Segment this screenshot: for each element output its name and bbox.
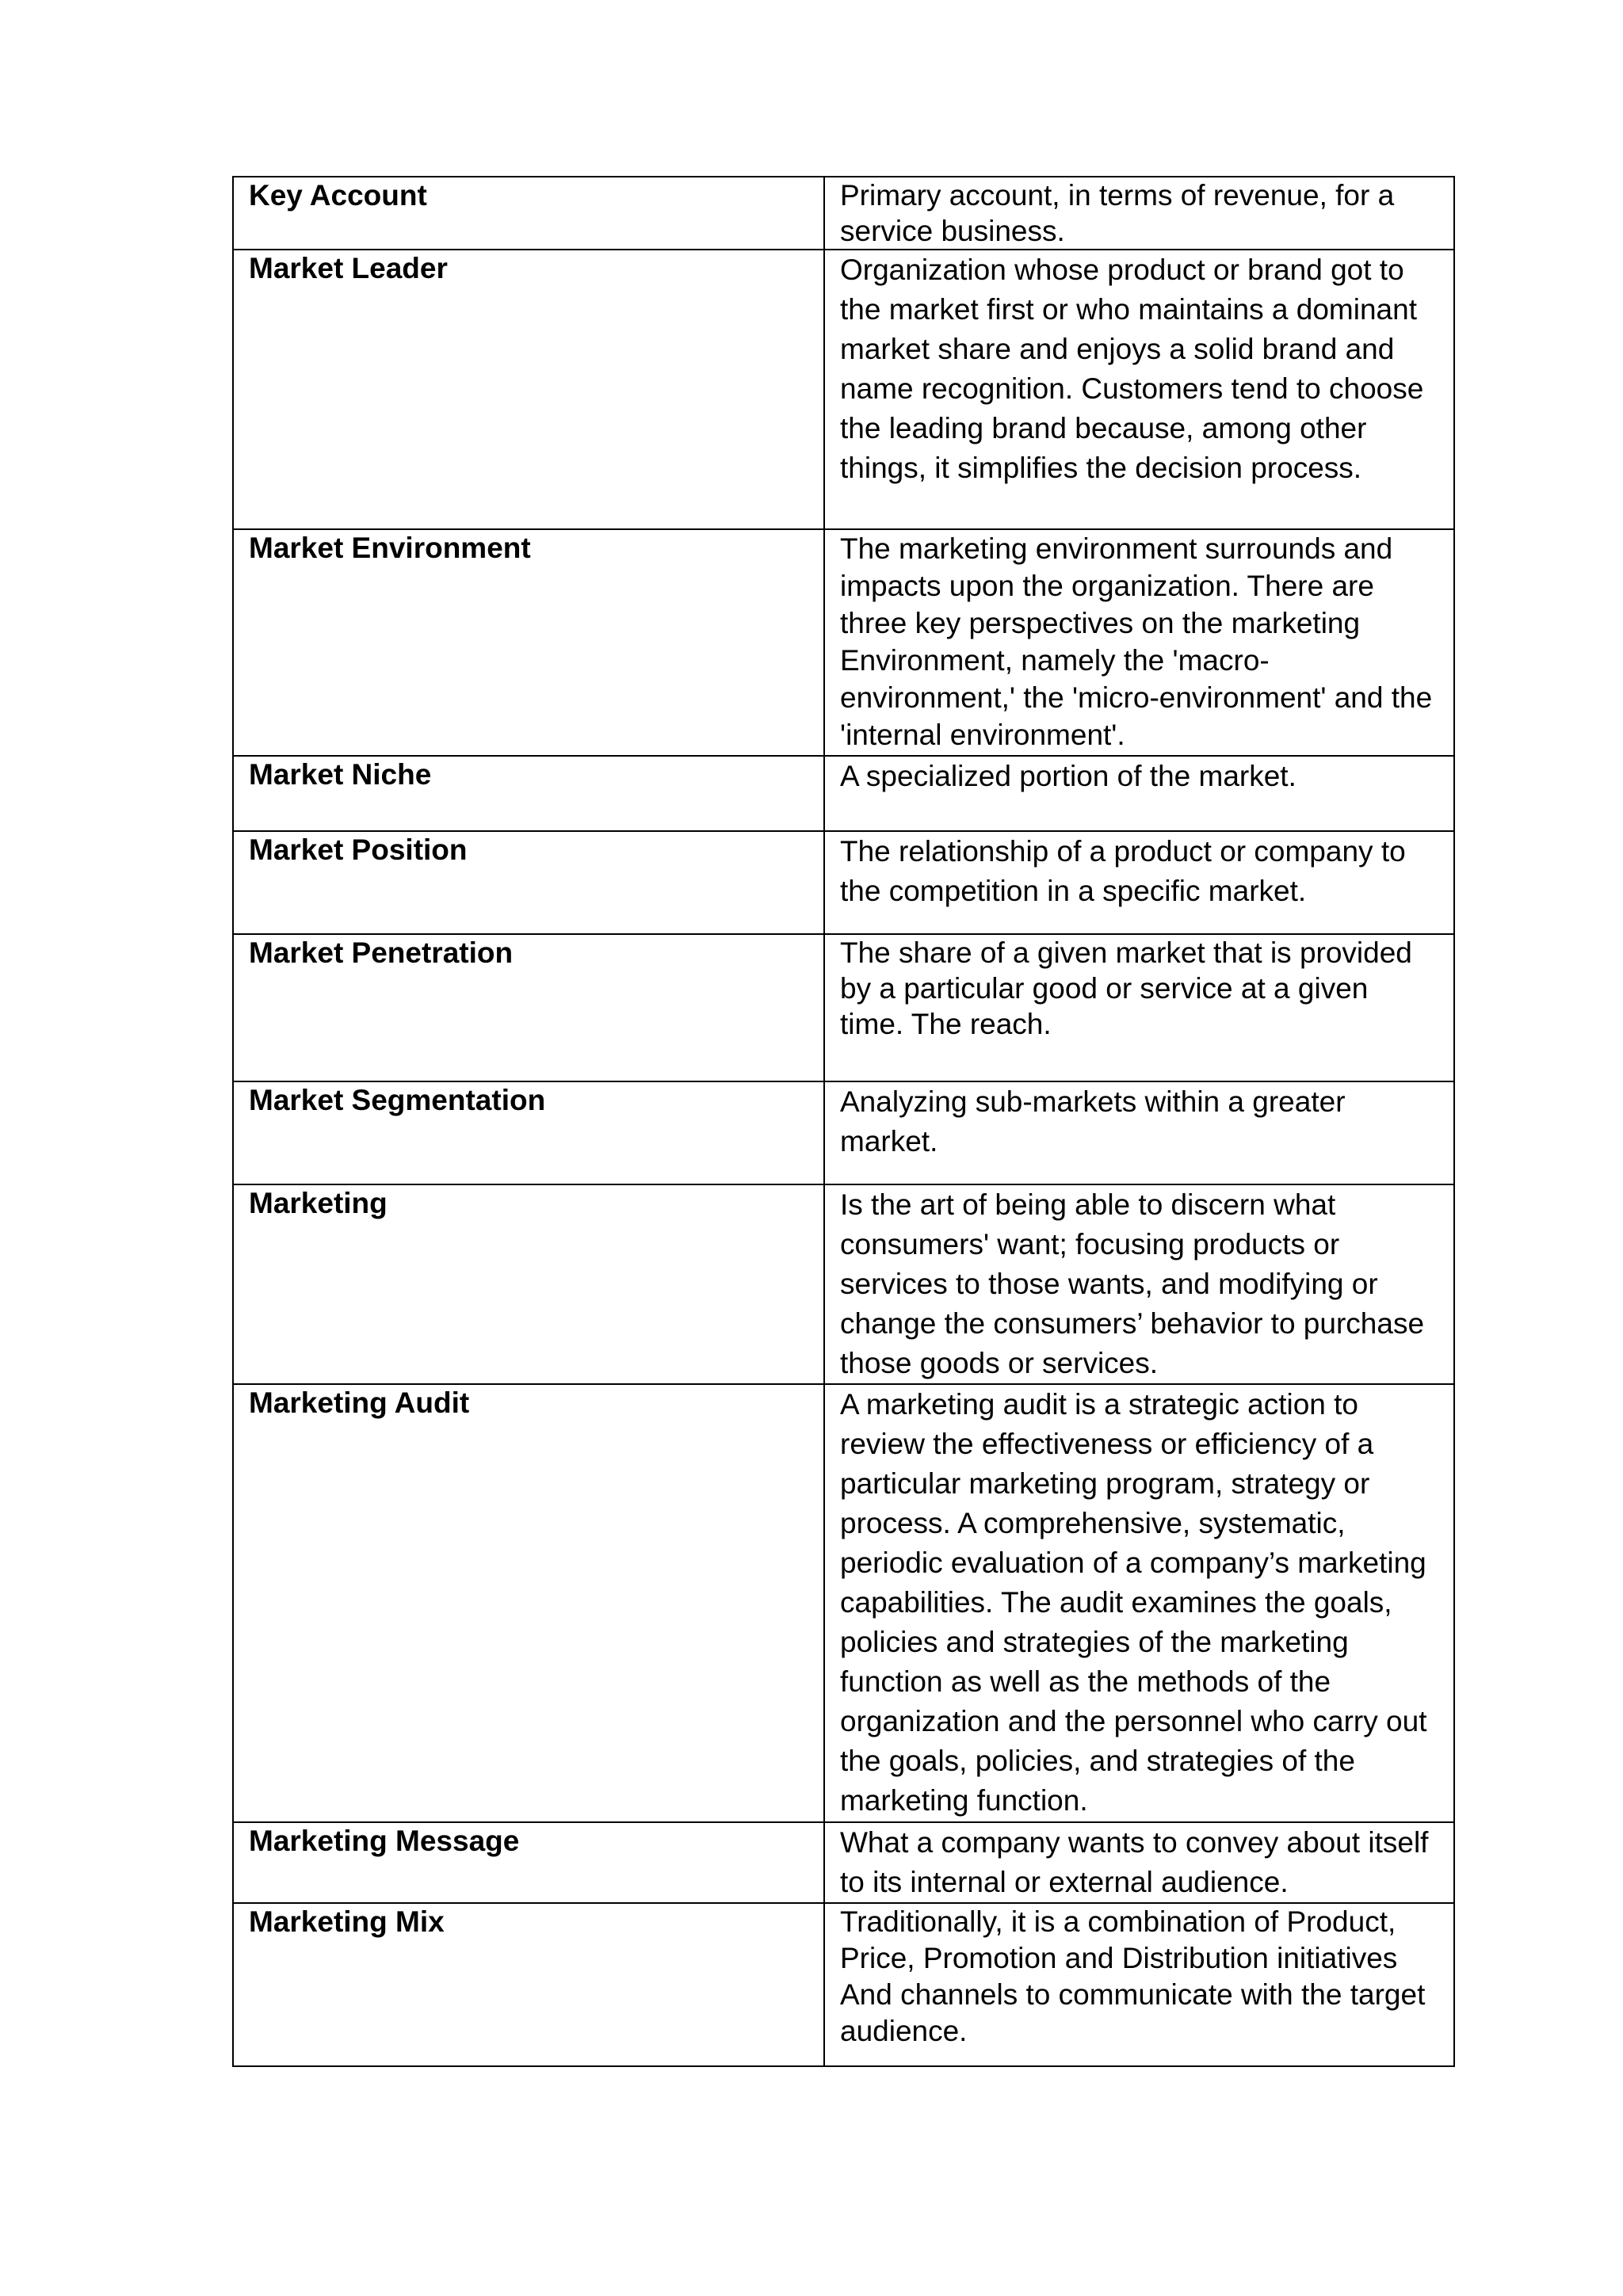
glossary-term: Market Penetration	[233, 934, 824, 1081]
table-row	[233, 1184, 1454, 1384]
glossary-definition: The share of a given market that is provided by a particular good or service at a given time. The reach.	[824, 934, 1454, 1081]
glossary-definition: The relationship of a product or company to the competition in a specific market.	[824, 831, 1454, 934]
table-row	[233, 177, 1454, 250]
glossary-definition: Organization whose product or brand got to the market first or who maintains a dominant market share and enjoys a solid brand and name recognition. Customers tend to choose the leading brand because, among other things, it simplifies the decision process.	[824, 250, 1454, 529]
table-row	[233, 1903, 1454, 2066]
glossary-definition: The marketing environment surrounds and impacts upon the organization. There are three key perspectives on the marketing Environment, namely the 'macro-environment,' the 'micro-environment' and the 'internal environment'.	[824, 529, 1454, 756]
glossary-definition: Is the art of being able to discern what consumers' want; focusing products or services to those wants, and modifying or change the consumers’ behavior to purchase those goods or services.	[824, 1184, 1454, 1384]
table-row	[233, 1081, 1454, 1184]
glossary-term: Market Niche	[233, 756, 824, 831]
table-row	[233, 831, 1454, 934]
glossary-definition: Analyzing sub-markets within a greater market.	[824, 1081, 1454, 1184]
glossary-term: Market Segmentation	[233, 1081, 824, 1184]
glossary-term: Marketing	[233, 1184, 824, 1384]
glossary-term: Market Environment	[233, 529, 824, 756]
glossary-term: Marketing Message	[233, 1822, 824, 1903]
glossary-term: Market Position	[233, 831, 824, 934]
table-row	[233, 1384, 1454, 1822]
glossary-table	[232, 176, 1455, 2067]
table-row	[233, 934, 1454, 1081]
glossary-definition: A specialized portion of the market.	[824, 756, 1454, 831]
glossary-definition: What a company wants to convey about itself to its internal or external audience.	[824, 1822, 1454, 1903]
table-row	[233, 529, 1454, 756]
glossary-term: Market Leader	[233, 250, 824, 529]
glossary-definition: Primary account, in terms of revenue, for a service business.	[824, 177, 1454, 250]
glossary-term: Key Account	[233, 177, 824, 250]
table-row	[233, 250, 1454, 529]
table-row	[233, 1822, 1454, 1903]
glossary-term: Marketing Mix	[233, 1903, 824, 2066]
table-row	[233, 756, 1454, 831]
glossary-term: Marketing Audit	[233, 1384, 824, 1822]
glossary-definition: Traditionally, it is a combination of Product, Price, Promotion and Distribution initiatives And channels to communicate with the target audience.	[824, 1903, 1454, 2066]
glossary-definition: A marketing audit is a strategic action to review the effectiveness or efficiency of a particular marketing program, strategy or process. A comprehensive, systematic, periodic evaluation of a company’s marketing capabilities. The audit examines the goals, policies and strategies of the marketing function as well as the methods of the organization and the personnel who carry out the goals, policies, and strategies of the marketing function.	[824, 1384, 1454, 1822]
